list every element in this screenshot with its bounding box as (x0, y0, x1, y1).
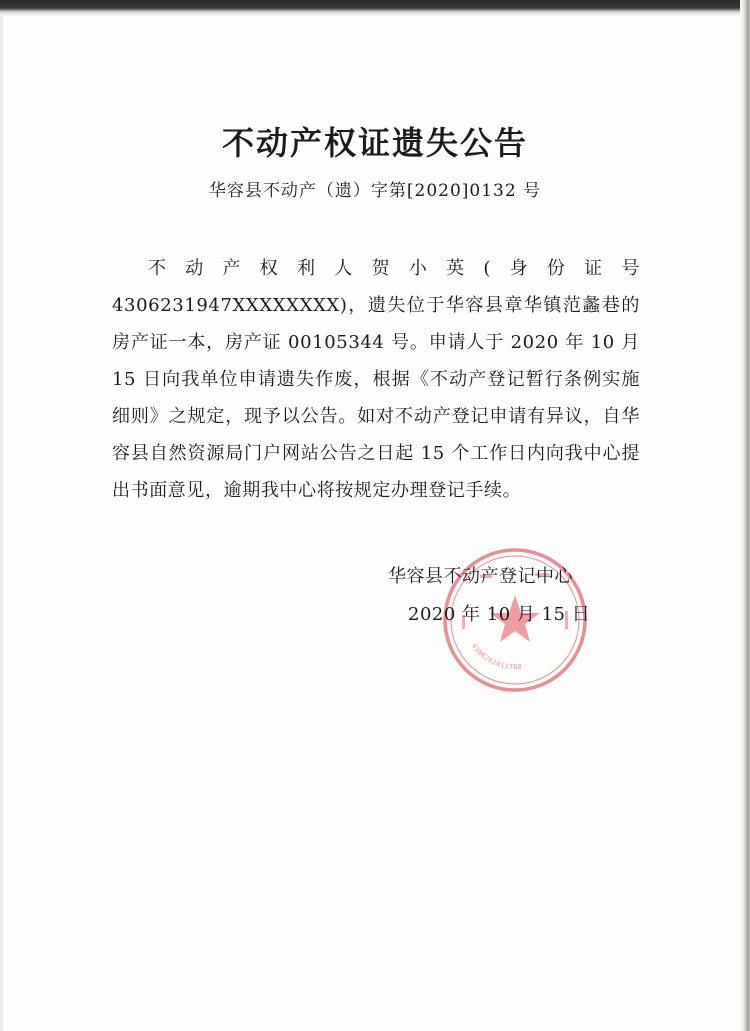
scan-left-edge (0, 16, 3, 1031)
svg-text:4306262011768: 4306262011768 (469, 642, 523, 672)
signature-date: 2020 年 10 月 15 日 (408, 604, 591, 625)
notice-title: 不动产权证遗失公告 (221, 124, 528, 162)
signature-organization: 华容县不动产登记中心 (388, 566, 573, 587)
scan-top-edge (0, 0, 750, 16)
document-number: 华容县不动产（遗）字第[2020]0132 号 (208, 181, 542, 201)
notice-body: 不动产权利人贺小英(身份证号 4306231947XXXXXXXX)，遗失位于华容县章华镇范蠡巷的房产证一本，房产证 00105344 号。申请人于 2020 年 10 月 15 日向我单位申请遗失作废，根据《不动产登记暂行条例实施细则》之规定，现予以公告。如对不动产登记申请有异议，自华容县自然资源局门户网站公告之日起 15 个工作日内向我中心提出书面意见，逾期我中心将按规定办理登记手续。 (112, 258, 640, 501)
